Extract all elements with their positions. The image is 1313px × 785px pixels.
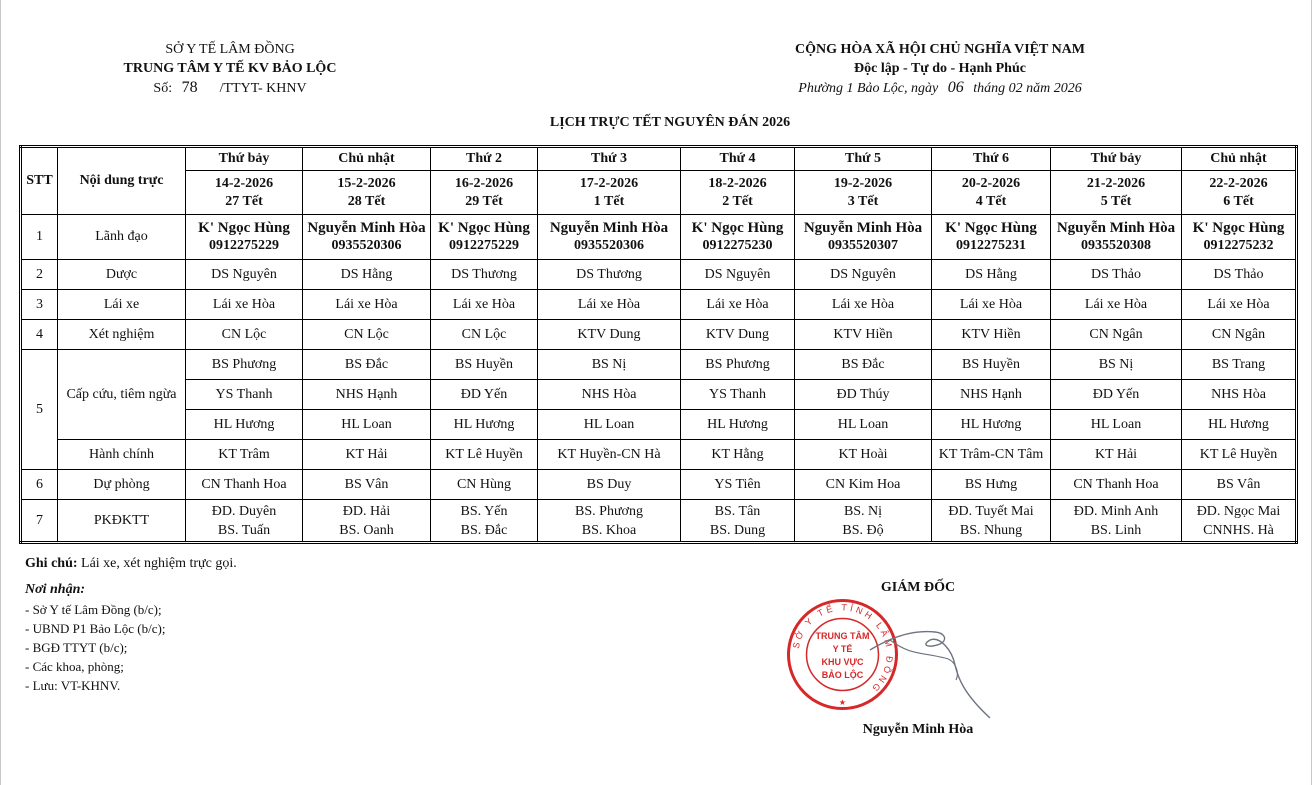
duty-cell: HL Loan (538, 410, 681, 440)
note-text: Lái xe, xét nghiệm trực gọi. (81, 556, 237, 571)
recipient-item: - Lưu: VT-KHNV. (25, 678, 121, 693)
lunar-date: 27 Tết (225, 193, 263, 209)
weekday-cell: Thứ bảy (1051, 147, 1182, 171)
handwritten-signature (860, 610, 1000, 720)
duty-cell: HL Hương (1182, 410, 1297, 440)
row-category: PKĐKTT (58, 500, 186, 543)
lunar-date: 5 Tết (1100, 193, 1132, 209)
note (25, 556, 237, 572)
duty-cell: KT Huyền-CN Hà (538, 440, 681, 470)
date-prefix: Phường 1 Bảo Lộc, ngày (798, 81, 939, 96)
weekday-cell: Chủ nhật (303, 147, 431, 171)
doc-no-prefix: Số: (153, 81, 173, 96)
date-cell (1051, 171, 1182, 215)
staff-line: BS. Dung (709, 522, 766, 538)
row-clinic (21, 500, 1297, 543)
duty-cell: KT Hằng (681, 440, 795, 470)
document-date (740, 78, 1140, 98)
staff-line: BS. Độ (842, 522, 884, 538)
date-cell (795, 171, 932, 215)
row-leadership (21, 215, 1297, 260)
duty-cell: Lái xe Hòa (431, 290, 538, 320)
leader-name: K' Ngọc Hùng (438, 220, 530, 236)
staff-line: ĐD. Ngọc Mai (1196, 503, 1281, 519)
lunar-date: 1 Tết (593, 193, 625, 209)
duty-cell: Lái xe Hòa (795, 290, 932, 320)
weekday-cell: Thứ 6 (932, 147, 1051, 171)
staff-line: ĐD. Tuyết Mai (948, 503, 1034, 519)
staff-line: ĐD. Hải (342, 503, 391, 519)
leader-cell (186, 215, 303, 260)
weekday-cell: Chủ nhật (1182, 147, 1297, 171)
leader-cell (932, 215, 1051, 260)
duty-cell: HL Hương (932, 410, 1051, 440)
duty-cell: BS Duy (538, 470, 681, 500)
agency-name: SỞ Y TẾ LÂM ĐỒNG (165, 42, 295, 57)
duty-cell: KTV Hiền (795, 320, 932, 350)
staff-line: CNNHS. Hà (1203, 522, 1274, 538)
row-pharmacy (21, 260, 1297, 290)
seal-line-4: BẢO LỘC (821, 670, 864, 680)
staff-line: BS. Đắc (460, 522, 508, 538)
staff-line: BS. Yến (460, 503, 508, 519)
duty-cell: BS Hưng (932, 470, 1051, 500)
row-category: Dược (58, 260, 186, 290)
calendar-date: 15-2-2026 (337, 175, 396, 191)
duty-cell: ĐD Yến (1051, 380, 1182, 410)
staff-line: BS. Linh (1090, 522, 1142, 538)
row-number: 1 (21, 215, 58, 260)
duty-cell: Lái xe Hòa (538, 290, 681, 320)
row-driver (21, 290, 1297, 320)
recipients (25, 580, 165, 695)
recipient-item: - Các khoa, phòng; (25, 659, 124, 674)
duty-cell: BS Nị (1051, 350, 1182, 380)
duty-cell: DS Thảo (1182, 260, 1297, 290)
leader-name: Nguyễn Minh Hòa (803, 220, 923, 236)
calendar-date: 17-2-2026 (579, 175, 639, 191)
duty-cell (186, 500, 303, 543)
staff-line: BS. Khoa (581, 522, 637, 538)
calendar-date: 14-2-2026 (214, 175, 274, 191)
document-number (80, 78, 380, 98)
lunar-date: 29 Tết (465, 193, 503, 209)
duty-cell: BS Huyền (431, 350, 538, 380)
date-cell (932, 171, 1051, 215)
date-header-row (21, 171, 1297, 215)
seal-line-2: Y TẾ (832, 644, 853, 654)
calendar-date: 22-2-2026 (1209, 175, 1268, 191)
leader-name: Nguyễn Minh Hòa (1056, 220, 1176, 236)
calendar-date: 21-2-2026 (1086, 175, 1146, 191)
duty-cell: Lái xe Hòa (303, 290, 431, 320)
staff-line: ĐD. Minh Anh (1073, 503, 1159, 519)
duty-cell: DS Hằng (303, 260, 431, 290)
duty-cell (1182, 500, 1297, 543)
weekday-cell: Thứ 4 (681, 147, 795, 171)
duty-cell: KT Hoài (795, 440, 932, 470)
doc-no-value: 78 (181, 79, 198, 96)
duty-cell: YS Thanh (186, 380, 303, 410)
duty-cell: KT Hải (1051, 440, 1182, 470)
staff-line: BS. Tuấn (217, 522, 271, 538)
duty-cell: CN Ngân (1051, 320, 1182, 350)
leader-cell (1182, 215, 1297, 260)
duty-cell: KT Trâm-CN Tâm (932, 440, 1051, 470)
leader-cell (431, 215, 538, 260)
national-header (740, 40, 1140, 98)
leader-phone: 0912275231 (956, 238, 1026, 253)
leader-cell (681, 215, 795, 260)
date-cell (186, 171, 303, 215)
duty-cell: DS Hằng (932, 260, 1051, 290)
leader-cell (1051, 215, 1182, 260)
lunar-date: 3 Tết (847, 193, 879, 209)
date-suffix: tháng 02 năm 2026 (973, 81, 1082, 96)
duty-cell: NHS Hạnh (303, 380, 431, 410)
signer-role: GIÁM ĐỐC (880, 580, 956, 595)
duty-cell (538, 500, 681, 543)
date-cell (538, 171, 681, 215)
duty-cell: NHS Hạnh (932, 380, 1051, 410)
date-cell (1182, 171, 1297, 215)
center-name: TRUNG TÂM Y TẾ KV BẢO LỘC (123, 61, 337, 76)
row-emergency-nurse (21, 380, 1297, 410)
document-title: LỊCH TRỰC TẾT NGUYÊN ĐÁN 2026 (549, 115, 791, 130)
duty-cell: Lái xe Hòa (1182, 290, 1297, 320)
row-category: Xét nghiệm (58, 320, 186, 350)
row-number: 2 (21, 260, 58, 290)
duty-cell: DS Thương (431, 260, 538, 290)
seal-ring-text: SỞ Y TẾ TỈNH LÂM ĐỒNG (790, 602, 895, 696)
duty-roster-table (19, 145, 1298, 544)
weekday-cell: Thứ 2 (431, 147, 538, 171)
recipient-item: - UBND P1 Bảo Lộc (b/c); (25, 621, 166, 636)
duty-cell: KTV Hiền (932, 320, 1051, 350)
staff-line: BS. Tân (714, 503, 761, 519)
duty-cell: BS Phương (186, 350, 303, 380)
leader-phone: 0912275229 (449, 238, 519, 253)
duty-cell: YS Thanh (681, 380, 795, 410)
duty-cell: CN Kim Hoa (795, 470, 932, 500)
duty-cell: BS Trang (1182, 350, 1297, 380)
duty-cell: CN Lộc (186, 320, 303, 350)
row-category: Lái xe (58, 290, 186, 320)
leader-name: K' Ngọc Hùng (198, 220, 290, 236)
lunar-date: 28 Tết (347, 193, 386, 209)
duty-cell: KTV Dung (681, 320, 795, 350)
col-stt-header: STT (21, 147, 58, 215)
calendar-date: 16-2-2026 (454, 175, 514, 191)
leader-cell (795, 215, 932, 260)
duty-cell: KT Hải (303, 440, 431, 470)
weekday-cell: Thứ 3 (538, 147, 681, 171)
duty-cell: DS Thương (538, 260, 681, 290)
recipients-title: Nơi nhận: (25, 582, 86, 597)
duty-cell: CN Thanh Hoa (1051, 470, 1182, 500)
row-category: Dự phòng (58, 470, 186, 500)
row-category: Hành chính (58, 440, 186, 470)
duty-cell: BS Đắc (303, 350, 431, 380)
seal-star: ★ (838, 698, 847, 707)
recipient-item: - Sở Y tế Lâm Đồng (b/c); (25, 602, 162, 617)
duty-cell: NHS Hòa (1182, 380, 1297, 410)
duty-cell: ĐD Yến (431, 380, 538, 410)
leader-phone: 0912275230 (702, 238, 773, 253)
row-admin (21, 440, 1297, 470)
duty-cell (303, 500, 431, 543)
duty-cell: KT Lê Huyền (431, 440, 538, 470)
staff-line: BS. Phương (575, 503, 643, 519)
row-number: 5 (21, 350, 58, 470)
duty-cell: CN Ngân (1182, 320, 1297, 350)
calendar-date: 18-2-2026 (708, 175, 767, 191)
duty-cell: KT Trâm (186, 440, 303, 470)
duty-cell: CN Lộc (303, 320, 431, 350)
row-emergency-caregiver (21, 410, 1297, 440)
duty-cell: HL Hương (681, 410, 795, 440)
leader-cell (538, 215, 681, 260)
row-number: 4 (21, 320, 58, 350)
duty-cell: KTV Dung (538, 320, 681, 350)
date-cell (681, 171, 795, 215)
duty-cell: DS Nguyên (795, 260, 932, 290)
row-number: 7 (21, 500, 58, 543)
signer-name: Nguyễn Minh Hòa (862, 722, 974, 737)
national-motto: Độc lập - Tự do - Hạnh Phúc (854, 61, 1026, 76)
col-content-header: Nội dung trực (58, 147, 186, 215)
doc-no-suffix: /TTYT- KHNV (219, 81, 307, 96)
duty-cell: KT Lê Huyền (1182, 440, 1297, 470)
duty-cell: CN Hùng (431, 470, 538, 500)
leader-phone: 0912275229 (209, 238, 279, 253)
duty-cell: HL Loan (303, 410, 431, 440)
staff-line: BS. Oanh (339, 522, 394, 538)
seal-line-3: KHU VỰC (821, 657, 864, 667)
issuer-block (80, 40, 380, 98)
lunar-date: 2 Tết (722, 193, 753, 209)
staff-line: ĐD. Duyên (211, 503, 277, 519)
row-prevention (21, 470, 1297, 500)
duty-cell: HL Hương (186, 410, 303, 440)
weekday-cell: Thứ 5 (795, 147, 932, 171)
duty-cell: BS Phương (681, 350, 795, 380)
leader-phone: 0935520306 (331, 238, 402, 253)
calendar-date: 19-2-2026 (833, 175, 893, 191)
leader-name: Nguyễn Minh Hòa (549, 220, 669, 236)
leader-phone: 0912275232 (1203, 238, 1274, 253)
duty-cell: HL Hương (431, 410, 538, 440)
leader-name: Nguyễn Minh Hòa (307, 220, 426, 236)
row-number: 6 (21, 470, 58, 500)
duty-cell: DS Nguyên (681, 260, 795, 290)
lunar-date: 4 Tết (975, 193, 1007, 209)
seal-line-1: TRUNG TÂM (815, 631, 870, 641)
calendar-date: 20-2-2026 (961, 175, 1021, 191)
duty-cell: DS Thảo (1051, 260, 1182, 290)
duty-cell: BS Vân (1182, 470, 1297, 500)
leader-name: K' Ngọc Hùng (945, 220, 1037, 236)
signature-stroke (870, 632, 990, 718)
duty-cell: BS Đắc (795, 350, 932, 380)
lunar-date: 6 Tết (1223, 193, 1254, 209)
duty-cell: BS Huyền (932, 350, 1051, 380)
duty-cell: YS Tiên (681, 470, 795, 500)
duty-cell: Lái xe Hòa (186, 290, 303, 320)
duty-cell: Lái xe Hòa (1051, 290, 1182, 320)
note-label: Ghi chú: (25, 556, 78, 571)
leader-phone: 0935520306 (574, 238, 644, 253)
date-cell (303, 171, 431, 215)
staff-line: BS. Nị (843, 503, 883, 519)
leader-name: K' Ngọc Hùng (1192, 220, 1285, 236)
country-name: CỘNG HÒA XÃ HỘI CHỦ NGHĨA VIỆT NAM (794, 42, 1085, 57)
duty-cell: Lái xe Hòa (681, 290, 795, 320)
row-category: Lãnh đạo (58, 215, 186, 260)
leader-phone: 0935520308 (1081, 238, 1151, 253)
duty-cell: HL Loan (795, 410, 932, 440)
duty-cell: NHS Hòa (538, 380, 681, 410)
row-number: 3 (21, 290, 58, 320)
duty-cell (1051, 500, 1182, 543)
weekday-cell: Thứ bảy (186, 147, 303, 171)
leader-cell (303, 215, 431, 260)
duty-cell (795, 500, 932, 543)
row-lab (21, 320, 1297, 350)
weekday-header-row (21, 147, 1297, 171)
duty-cell: HL Loan (1051, 410, 1182, 440)
date-day: 06 (947, 79, 964, 96)
row-emergency-doctor (21, 350, 1297, 380)
leader-phone: 0935520307 (828, 238, 898, 253)
duty-cell (431, 500, 538, 543)
duty-cell: Lái xe Hòa (932, 290, 1051, 320)
duty-cell: BS Nị (538, 350, 681, 380)
leader-name: K' Ngọc Hùng (691, 220, 784, 236)
duty-cell: CN Thanh Hoa (186, 470, 303, 500)
date-cell (431, 171, 538, 215)
recipient-item: - BGĐ TTYT (b/c); (25, 640, 128, 655)
signature-stroke (890, 640, 957, 680)
duty-cell (681, 500, 795, 543)
duty-cell: BS Vân (303, 470, 431, 500)
duty-cell: CN Lộc (431, 320, 538, 350)
row-category: Cấp cứu, tiêm ngừa (58, 350, 186, 440)
duty-cell: DS Nguyên (186, 260, 303, 290)
duty-cell: ĐD Thúy (795, 380, 932, 410)
staff-line: BS. Nhung (959, 522, 1023, 538)
duty-cell (932, 500, 1051, 543)
